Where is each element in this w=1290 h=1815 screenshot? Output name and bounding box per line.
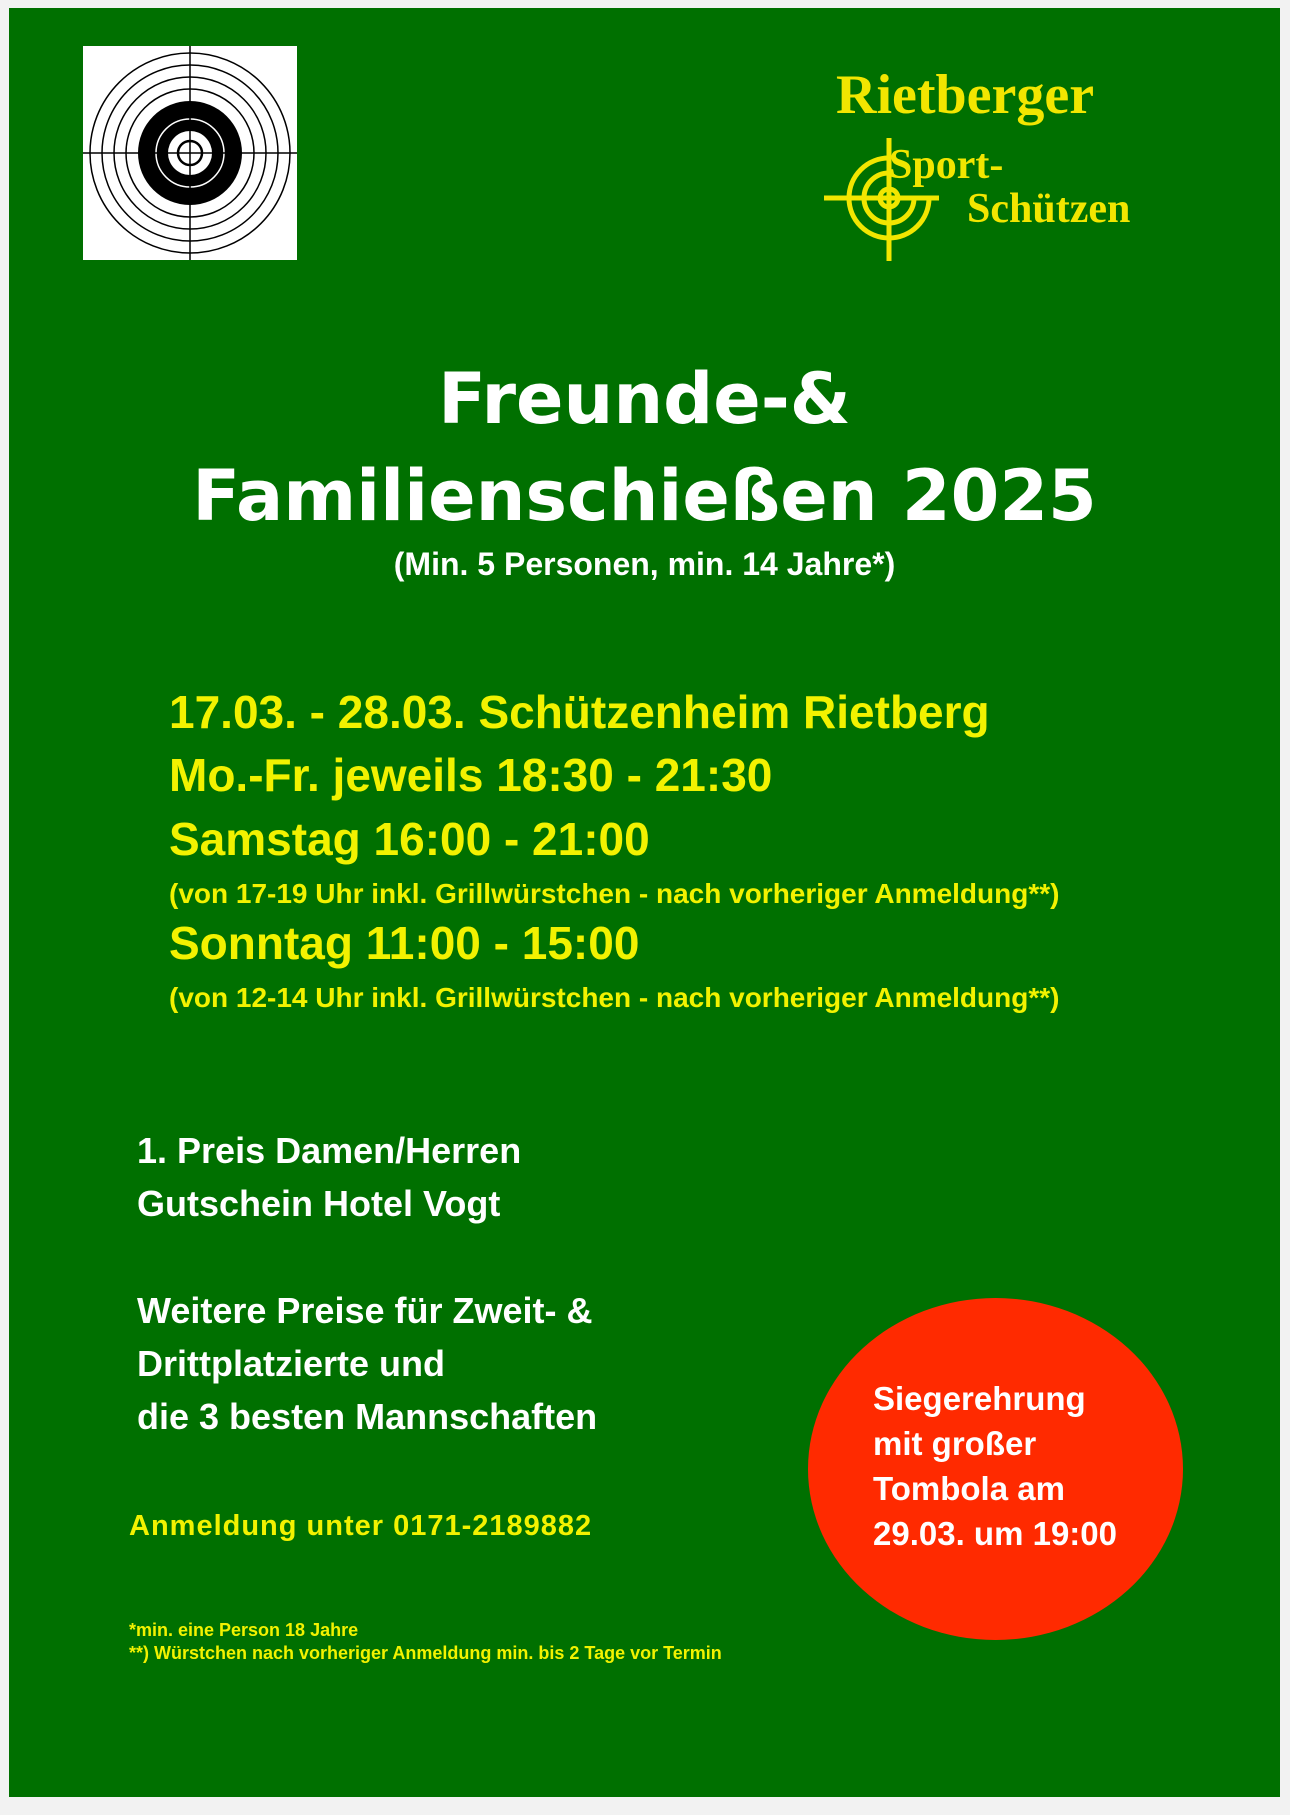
logo-title: Rietberger [836,64,1095,126]
schedule-sunday-note: (von 12-14 Uhr inkl. Grillwürstchen - nach vorheriger Anmeldung**) [169,982,1060,1013]
ceremony-badge [808,1298,1183,1640]
first-prize-voucher: Gutschein Hotel Vogt [137,1183,501,1224]
event-title-line2: Familienschießen 2025 [192,455,1097,537]
schedule-sunday: Sonntag 11:00 - 15:00 [169,917,640,969]
schedule-dates: 17.03. - 28.03. Schützenheim Rietberg [169,686,990,738]
club-logo [819,63,1159,273]
ceremony-line2: mit großer [873,1425,1037,1462]
more-prizes-line2: Drittplatzierte und [137,1343,446,1384]
target-icon [83,46,297,260]
schedule-saturday-note: (von 17-19 Uhr inkl. Grillwürstchen - nach vorheriger Anmeldung**) [169,878,1060,909]
registration-phone: Anmeldung unter 0171-2189882 [129,1510,593,1542]
more-prizes-line1: Weitere Preise für Zweit- & [137,1290,593,1331]
ceremony-line1: Siegerehrung [873,1380,1086,1417]
more-prizes-line3: die 3 besten Mannschaften [137,1396,598,1437]
ceremony-line3: Tombola am [873,1470,1065,1507]
logo-sport: Sport- [889,142,1004,188]
ceremony-line4: 29.03. um 19:00 [873,1515,1117,1552]
event-title-line1: Freunde-& [438,358,851,440]
logo-schuetzen: Schützen [967,186,1131,232]
footnote-age: *min. eine Person 18 Jahre [129,1620,359,1640]
schedule-saturday: Samstag 16:00 - 21:00 [169,813,650,865]
first-prize-label: 1. Preis Damen/Herren [137,1130,522,1171]
shooting-target-graphic [83,46,297,260]
schedule-weekdays: Mo.-Fr. jeweils 18:30 - 21:30 [169,749,773,801]
poster [9,8,1280,1797]
event-subtitle: (Min. 5 Personen, min. 14 Jahre*) [393,546,896,582]
ceremony-text [873,1376,1117,1556]
footnote-sausages: **) Würstchen nach vorheriger Anmeldung min. bis 2 Tage vor Termin [129,1643,722,1663]
